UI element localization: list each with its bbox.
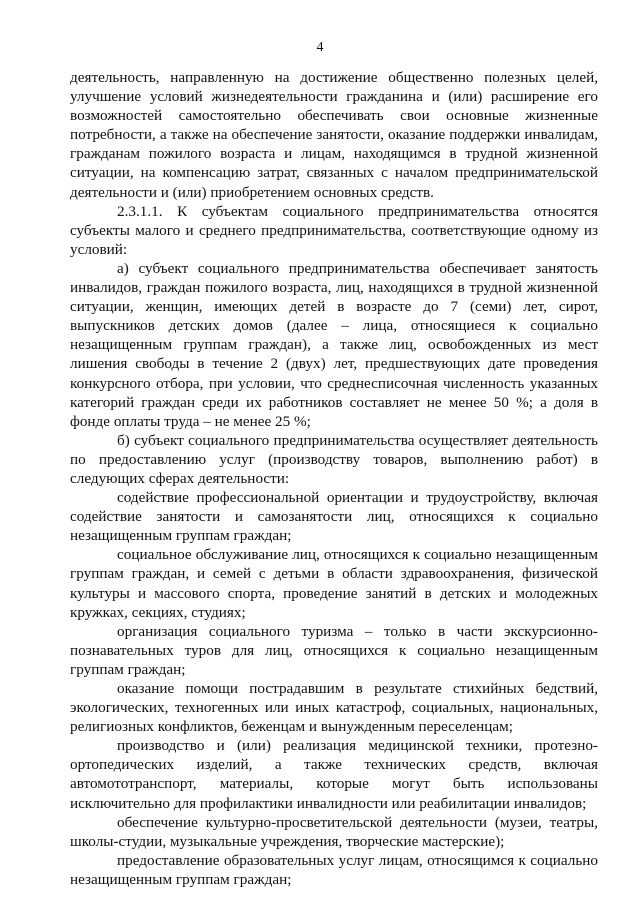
list-item-educational-services: предоставление образовательных услуг лицам, относящимся к социально незащищенным группам граждан; [70,851,598,888]
paragraph-clause-2-3-1-1: 2.3.1.1. К субъектам социального предпринимательства относятся субъекты малого и среднего предпринимательства, соответствующие одному из условий: [70,202,598,258]
list-item-social-tourism: организация социального туризма – только в части экскурсионно-познавательных туров для лиц, относящихся к социально незащищенным группам граждан; [70,622,598,678]
page-number: 4 [316,40,324,55]
paragraph-condition-b: б) субъект социального предпринимательства осуществляет деятельность по предоставлению услуг (производству товаров, выполнению работ) в следующих сферах деятельности: [70,431,598,487]
document-body [70,68,598,889]
list-item-cultural-activities: обеспечение культурно-просветительской деятельности (музеи, театры, школы-студии, музыкальные учреждения, творческие мастерские); [70,813,598,850]
paragraph-continuation: деятельность, направленную на достижение общественно полезных целей, улучшение условий жизнедеятельности гражданина и (или) расширение его возможностей самостоятельно обеспечивать свои основные жизненные потребности, а также на обеспечение занятости, оказание поддержки инвалидам, гражданам пожилого возраста и лицам, находящимся в трудной жизненной ситуации, на компенсацию затрат, связанных с началом предпринимательской деятельности и (или) приобретением основных средств. [70,69,598,201]
list-item-medical-equipment: производство и (или) реализация медицинской техники, протезно-ортопедических изделий, а также технических средств, включая автомототранспорт, материалы, которые могут быть использованы исключительно для профилактики инвалидности или реабилитации инвалидов; [70,737,598,812]
list-item-disaster-assistance: оказание помощи пострадавшим в результате стихийных бедствий, экологических, техногенных или иных катастроф, социальных, национальных, религиозных конфликтов, беженцам и вынужденным переселенцам; [70,680,598,736]
list-item-social-services: социальное обслуживание лиц, относящихся к социально незащищенным группам граждан, и семей с детьми в области здравоохранения, физической культуры и массового спорта, проведение занятий в детских и молодежных кружках, секциях, студиях; [70,546,598,621]
list-item-employment-assistance: содействие профессиональной ориентации и трудоустройству, включая содействие занятости и самозанятости лиц, относящихся к социально незащищенным группам граждан; [70,489,598,545]
paragraph-condition-a: а) субъект социального предпринимательства обеспечивает занятость инвалидов, граждан пожилого возраста, лиц, находящихся в трудной жизненной ситуации, женщин, имеющих детей в возрасте до 7 (семи) лет, сирот, выпускников детских домов (далее – лица, относящиеся к социально незащищенным группам граждан), а также лиц, освобожденных из мест лишения свободы в течение 2 (двух) лет, предшествующих дате проведения конкурсного отбора, при условии, что среднесписочная численность указанных категорий граждан среди их работников составляет не менее 50 %; а доля в фонде оплаты труда – не менее 25 %; [70,259,598,430]
